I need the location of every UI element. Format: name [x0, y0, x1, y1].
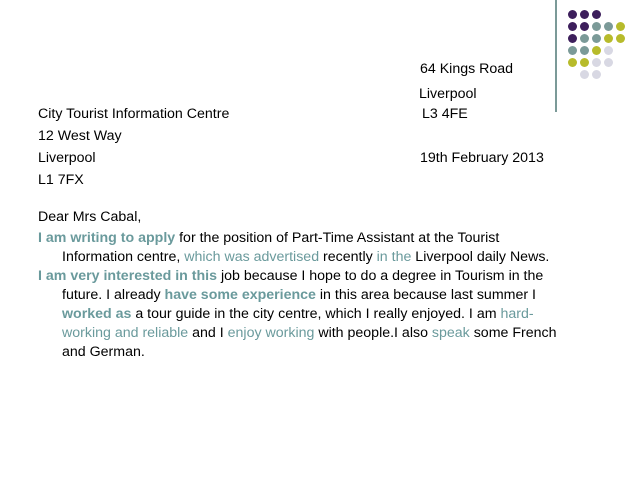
- paragraph-2: [38, 267, 608, 362]
- dot-teal: [580, 34, 589, 43]
- sender-postcode: L3 4FE: [422, 106, 468, 122]
- body-text: recently: [319, 249, 377, 265]
- highlight-phrase: which was advertised: [184, 249, 320, 265]
- decorative-dot-grid: [568, 10, 638, 92]
- letter-date: 19th February 2013: [420, 150, 544, 166]
- highlight-phrase: I am very interested in this: [38, 268, 217, 284]
- highlight-phrase: worked as: [62, 306, 132, 322]
- dot-teal: [592, 22, 601, 31]
- body-text: Liverpool daily News.: [411, 249, 550, 265]
- dot-lavender: [604, 58, 613, 67]
- dot-olive: [604, 34, 613, 43]
- highlight-phrase: enjoy working: [227, 325, 315, 341]
- dot-lavender: [604, 46, 613, 55]
- body-text: for the position of Part-Time Assistant at the Tourist: [175, 230, 500, 246]
- body-text: future. I already: [62, 287, 165, 303]
- dot-olive: [568, 58, 577, 67]
- highlight-phrase: in the: [376, 249, 412, 265]
- paragraph-line: [38, 248, 608, 267]
- body-text: with people.I also: [314, 325, 432, 341]
- recipient-street: 12 West Way: [38, 128, 122, 144]
- body-text: a tour guide in the city centre, which I really enjoyed. I am: [131, 306, 501, 322]
- dot-teal: [568, 46, 577, 55]
- paragraph-line: [38, 267, 608, 286]
- sender-street: 64 Kings Road: [420, 61, 514, 77]
- dot-olive: [616, 22, 625, 31]
- dot-purple: [580, 22, 589, 31]
- paragraph-line: [38, 286, 608, 305]
- body-text: some French: [469, 325, 557, 341]
- highlight-phrase: have some experience: [164, 287, 316, 303]
- body-text: Information centre,: [62, 249, 185, 265]
- salutation: Dear Mrs Cabal,: [38, 209, 142, 225]
- body-text: and I: [188, 325, 228, 341]
- dot-teal: [580, 46, 589, 55]
- highlight-phrase: speak: [431, 325, 470, 341]
- highlight-phrase: hard-: [500, 306, 534, 322]
- paragraph-1: [38, 229, 608, 267]
- dot-purple: [568, 34, 577, 43]
- dot-teal: [592, 34, 601, 43]
- dot-teal: [604, 22, 613, 31]
- paragraph-line: [38, 305, 608, 324]
- dot-lavender: [592, 70, 601, 79]
- decorative-vertical-line: [555, 0, 557, 112]
- recipient-city: Liverpool: [38, 150, 96, 166]
- highlight-phrase: I am writing to apply: [38, 230, 176, 246]
- paragraph-line: [38, 229, 608, 248]
- body-text: in this area because last summer I: [315, 287, 536, 303]
- highlight-phrase: working and reliable: [62, 325, 189, 341]
- body-text: job because I hope to do a degree in Tourism in the: [217, 268, 544, 284]
- dot-purple: [580, 10, 589, 19]
- paragraph-line: [38, 343, 608, 362]
- recipient-name: City Tourist Information Centre: [38, 106, 230, 122]
- dot-olive: [580, 58, 589, 67]
- paragraph-line: [38, 324, 608, 343]
- dot-olive: [616, 34, 625, 43]
- sender-city: Liverpool: [419, 86, 477, 102]
- dot-purple: [592, 10, 601, 19]
- body-text: and German.: [62, 344, 145, 360]
- dot-lavender: [580, 70, 589, 79]
- dot-lavender: [592, 58, 601, 67]
- recipient-postcode: L1 7FX: [38, 172, 84, 188]
- dot-purple: [568, 10, 577, 19]
- dot-purple: [568, 22, 577, 31]
- dot-olive: [592, 46, 601, 55]
